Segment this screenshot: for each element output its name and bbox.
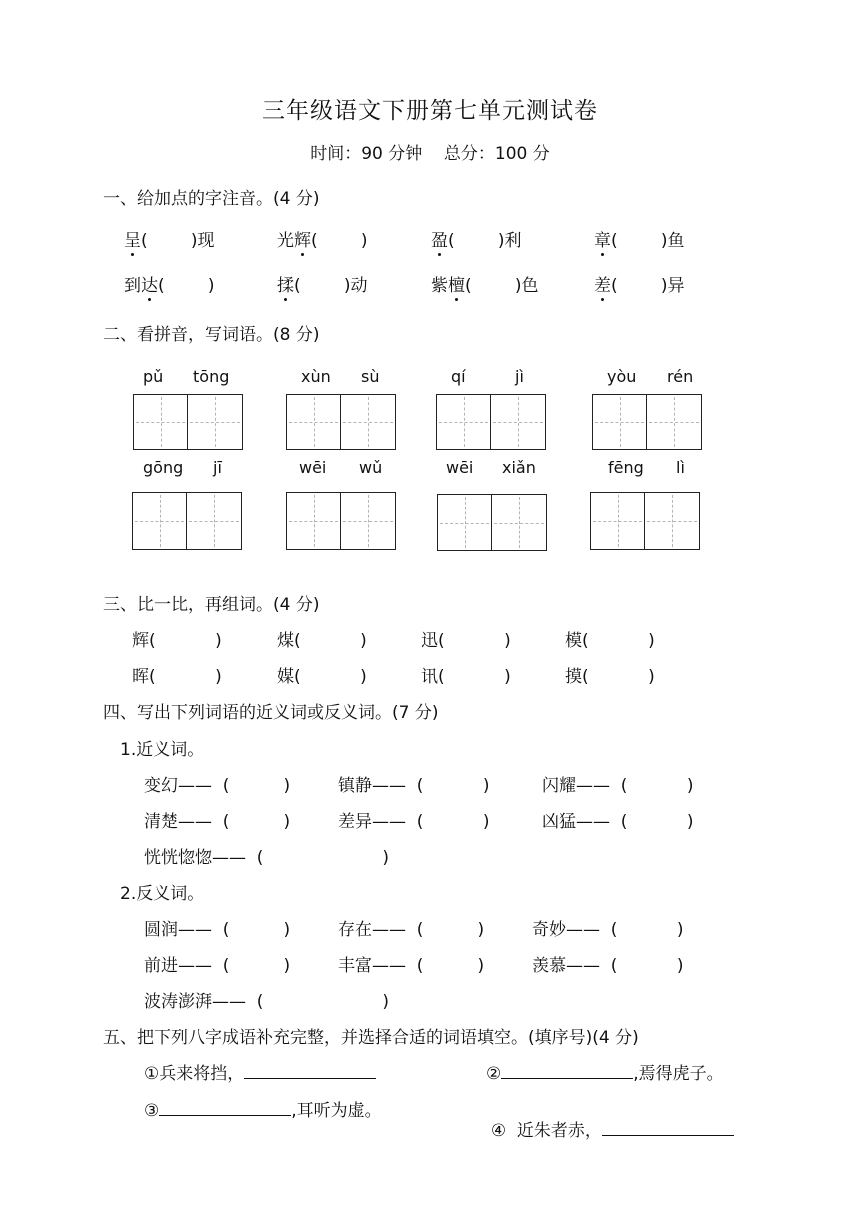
answer-blank[interactable] bbox=[501, 1060, 633, 1079]
compare-item: 讯( ) bbox=[421, 667, 511, 687]
pinyin-item-8: 差( )异 bbox=[594, 271, 685, 296]
synonym-subheading: 1.近义词。 bbox=[120, 740, 205, 760]
pinyin-item-6: 揉( )动 bbox=[277, 271, 368, 296]
antonym-subheading: 2.反义词。 bbox=[120, 884, 205, 904]
pinyin-item-7: 紫檀( )色 bbox=[431, 271, 539, 296]
tianzige-box[interactable] bbox=[132, 492, 242, 550]
antonym-item: 存在—— ( ) bbox=[338, 920, 485, 940]
pinyin-label: wēi bbox=[446, 458, 474, 477]
pinyin-label: qí bbox=[451, 367, 466, 386]
pinyin-item-1: 呈( )现 bbox=[124, 226, 215, 251]
pinyin-item-4: 章( )鱼 bbox=[594, 226, 685, 251]
synonym-item: 变幻—— ( ) bbox=[144, 776, 291, 796]
tianzige-box[interactable] bbox=[592, 394, 702, 450]
pinyin-label: yòu bbox=[607, 367, 637, 386]
antonym-item: 丰富—— ( ) bbox=[338, 956, 485, 976]
pinyin-label: wēi bbox=[299, 458, 327, 477]
pinyin-label: pǔ bbox=[143, 367, 164, 386]
tianzige-box[interactable] bbox=[437, 494, 547, 551]
pinyin-label: jì bbox=[515, 367, 524, 386]
antonym-item: 羡慕—— ( ) bbox=[532, 956, 684, 976]
idiom-item-2: ② ,焉得虎子。 bbox=[486, 1059, 724, 1084]
pinyin-label: tōng bbox=[193, 367, 230, 386]
tianzige-box[interactable] bbox=[590, 492, 700, 550]
pinyin-item-5: 到达( ) bbox=[124, 271, 215, 296]
pinyin-label: wǔ bbox=[359, 458, 383, 477]
pinyin-label: lì bbox=[676, 458, 685, 477]
compare-item: 煤( ) bbox=[277, 631, 367, 651]
compare-item: 迅( ) bbox=[421, 631, 511, 651]
tianzige-box[interactable] bbox=[286, 492, 396, 550]
tianzige-box[interactable] bbox=[133, 394, 243, 450]
antonym-item: 前进—— ( ) bbox=[144, 956, 291, 976]
synonym-item: 闪耀—— ( ) bbox=[542, 776, 694, 796]
synonym-item: 恍恍惚惚—— ( ) bbox=[144, 848, 389, 868]
pinyin-label: xiǎn bbox=[502, 458, 536, 477]
pinyin-label: xùn bbox=[301, 367, 331, 386]
pinyin-label: sù bbox=[361, 367, 380, 386]
compare-item: 晖( ) bbox=[132, 667, 222, 687]
section4-heading: 四、写出下列词语的近义词或反义词。(7 分) bbox=[103, 703, 439, 723]
answer-blank[interactable] bbox=[159, 1097, 291, 1116]
antonym-item: 波涛澎湃—— ( ) bbox=[144, 992, 389, 1012]
page-title: 三年级语文下册第七单元测试卷 bbox=[262, 98, 598, 124]
idiom-item-3: ③ ,耳听为虚。 bbox=[144, 1096, 382, 1121]
pinyin-label: jī bbox=[213, 458, 222, 477]
tianzige-box[interactable] bbox=[436, 394, 546, 450]
pinyin-item-3: 盈( )利 bbox=[431, 226, 522, 251]
pinyin-label: gōng bbox=[143, 458, 184, 477]
section1-heading: 一、给加点的字注音。(4 分) bbox=[103, 189, 320, 209]
section5-heading: 五、把下列八字成语补充完整，并选择合适的词语填空。(填序号)(4 分) bbox=[103, 1028, 639, 1048]
antonym-item: 奇妙—— ( ) bbox=[532, 920, 684, 940]
antonym-item: 圆润—— ( ) bbox=[144, 920, 291, 940]
answer-blank[interactable] bbox=[602, 1117, 734, 1136]
compare-item: 辉( ) bbox=[132, 631, 222, 651]
pinyin-label: fēng bbox=[608, 458, 644, 477]
compare-item: 模( ) bbox=[565, 631, 655, 651]
synonym-item: 差异—— ( ) bbox=[338, 812, 490, 832]
compare-item: 摸( ) bbox=[565, 667, 655, 687]
pinyin-item-2: 光辉( ) bbox=[277, 226, 368, 251]
idiom-item-1: ①兵来将挡， bbox=[144, 1059, 376, 1084]
section3-heading: 三、比一比，再组词。(4 分) bbox=[103, 595, 320, 615]
exam-info: 时间：90 分钟 总分：100 分 bbox=[310, 144, 550, 164]
section2-heading: 二、看拼音，写词语。(8 分) bbox=[103, 325, 320, 345]
synonym-item: 凶猛—— ( ) bbox=[542, 812, 694, 832]
tianzige-box[interactable] bbox=[286, 394, 396, 450]
idiom-item-4: ④ 近朱者赤， bbox=[480, 1096, 734, 1141]
compare-item: 媒( ) bbox=[277, 667, 367, 687]
synonym-item: 清楚—— ( ) bbox=[144, 812, 291, 832]
answer-blank[interactable] bbox=[244, 1060, 376, 1079]
synonym-item: 镇静—— ( ) bbox=[338, 776, 490, 796]
pinyin-label: rén bbox=[667, 367, 694, 386]
